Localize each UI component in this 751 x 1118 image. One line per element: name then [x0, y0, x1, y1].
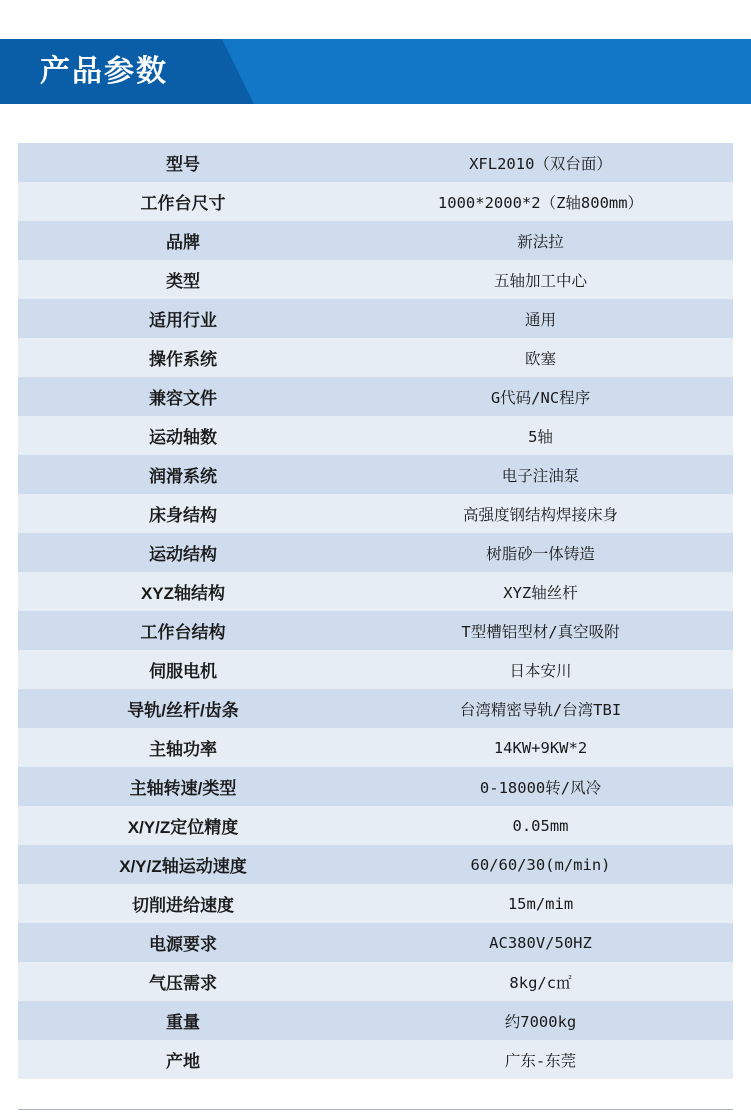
spec-label: 主轴转速/类型 [18, 767, 348, 806]
spec-value: 0-18000转/风冷 [348, 767, 733, 806]
spec-table [18, 143, 733, 1079]
spec-value: 8kg/c㎡ [348, 962, 733, 1001]
table-row [18, 533, 733, 572]
spec-label: 类型 [18, 260, 348, 299]
table-row [18, 806, 733, 845]
table-row [18, 1001, 733, 1040]
spec-value: XFL2010（双台面） [348, 143, 733, 182]
spec-label: 重量 [18, 1001, 348, 1040]
spec-label: 工作台尺寸 [18, 182, 348, 221]
spec-label: 型号 [18, 143, 348, 182]
spec-label: 操作系统 [18, 338, 348, 377]
spec-label: 运动结构 [18, 533, 348, 572]
spec-value: T型槽铝型材/真空吸附 [348, 611, 733, 650]
spec-value: 60/60/30(m/min) [348, 845, 733, 884]
spec-value: 0.05mm [348, 806, 733, 845]
table-row [18, 1040, 733, 1079]
spec-label: 工作台结构 [18, 611, 348, 650]
spec-value: 1000*2000*2（Z轴800mm） [348, 182, 733, 221]
spec-label: X/Y/Z定位精度 [18, 806, 348, 845]
spec-value: 五轴加工中心 [348, 260, 733, 299]
spec-label: XYZ轴结构 [18, 572, 348, 611]
section-banner [0, 39, 751, 104]
table-row [18, 650, 733, 689]
footer-divider [18, 1109, 733, 1110]
spec-label: 润滑系统 [18, 455, 348, 494]
table-row [18, 299, 733, 338]
spec-value: AC380V/50HZ [348, 923, 733, 962]
spec-table-container [18, 143, 733, 1079]
spec-value: 树脂砂一体铸造 [348, 533, 733, 572]
table-row [18, 455, 733, 494]
spec-value: 广东-东莞 [348, 1040, 733, 1079]
spec-value: 5轴 [348, 416, 733, 455]
spec-value: XYZ轴丝杆 [348, 572, 733, 611]
spec-value: 14KW+9KW*2 [348, 728, 733, 767]
spec-label: 品牌 [18, 221, 348, 260]
table-row [18, 182, 733, 221]
table-row [18, 338, 733, 377]
spec-label: 兼容文件 [18, 377, 348, 416]
spec-table-body [18, 143, 733, 1079]
spec-label: 主轴功率 [18, 728, 348, 767]
table-row [18, 221, 733, 260]
table-row [18, 416, 733, 455]
spec-value: 高强度钢结构焊接床身 [348, 494, 733, 533]
table-row [18, 962, 733, 1001]
spec-value: 通用 [348, 299, 733, 338]
spec-value: 台湾精密导轨/台湾TBI [348, 689, 733, 728]
page-title: 产品参数 [40, 55, 168, 88]
spec-label: 适用行业 [18, 299, 348, 338]
spec-label: 切削进给速度 [18, 884, 348, 923]
table-row [18, 611, 733, 650]
table-row [18, 767, 733, 806]
spec-value: 新法拉 [348, 221, 733, 260]
spec-value: G代码/NC程序 [348, 377, 733, 416]
table-row [18, 923, 733, 962]
spec-value: 15m/mim [348, 884, 733, 923]
spec-value: 日本安川 [348, 650, 733, 689]
spec-value: 电子注油泵 [348, 455, 733, 494]
spec-label: 产地 [18, 1040, 348, 1079]
spec-label: 电源要求 [18, 923, 348, 962]
spec-label: 气压需求 [18, 962, 348, 1001]
spec-label: 导轨/丝杆/齿条 [18, 689, 348, 728]
spec-label: 床身结构 [18, 494, 348, 533]
table-row [18, 689, 733, 728]
spec-value: 约7000kg [348, 1001, 733, 1040]
table-row [18, 845, 733, 884]
table-row [18, 260, 733, 299]
table-row [18, 494, 733, 533]
table-row [18, 143, 733, 182]
table-row [18, 728, 733, 767]
spec-label: 伺服电机 [18, 650, 348, 689]
spec-label: X/Y/Z轴运动速度 [18, 845, 348, 884]
spec-label: 运动轴数 [18, 416, 348, 455]
table-row [18, 377, 733, 416]
table-row [18, 572, 733, 611]
table-row [18, 884, 733, 923]
spec-value: 欧塞 [348, 338, 733, 377]
